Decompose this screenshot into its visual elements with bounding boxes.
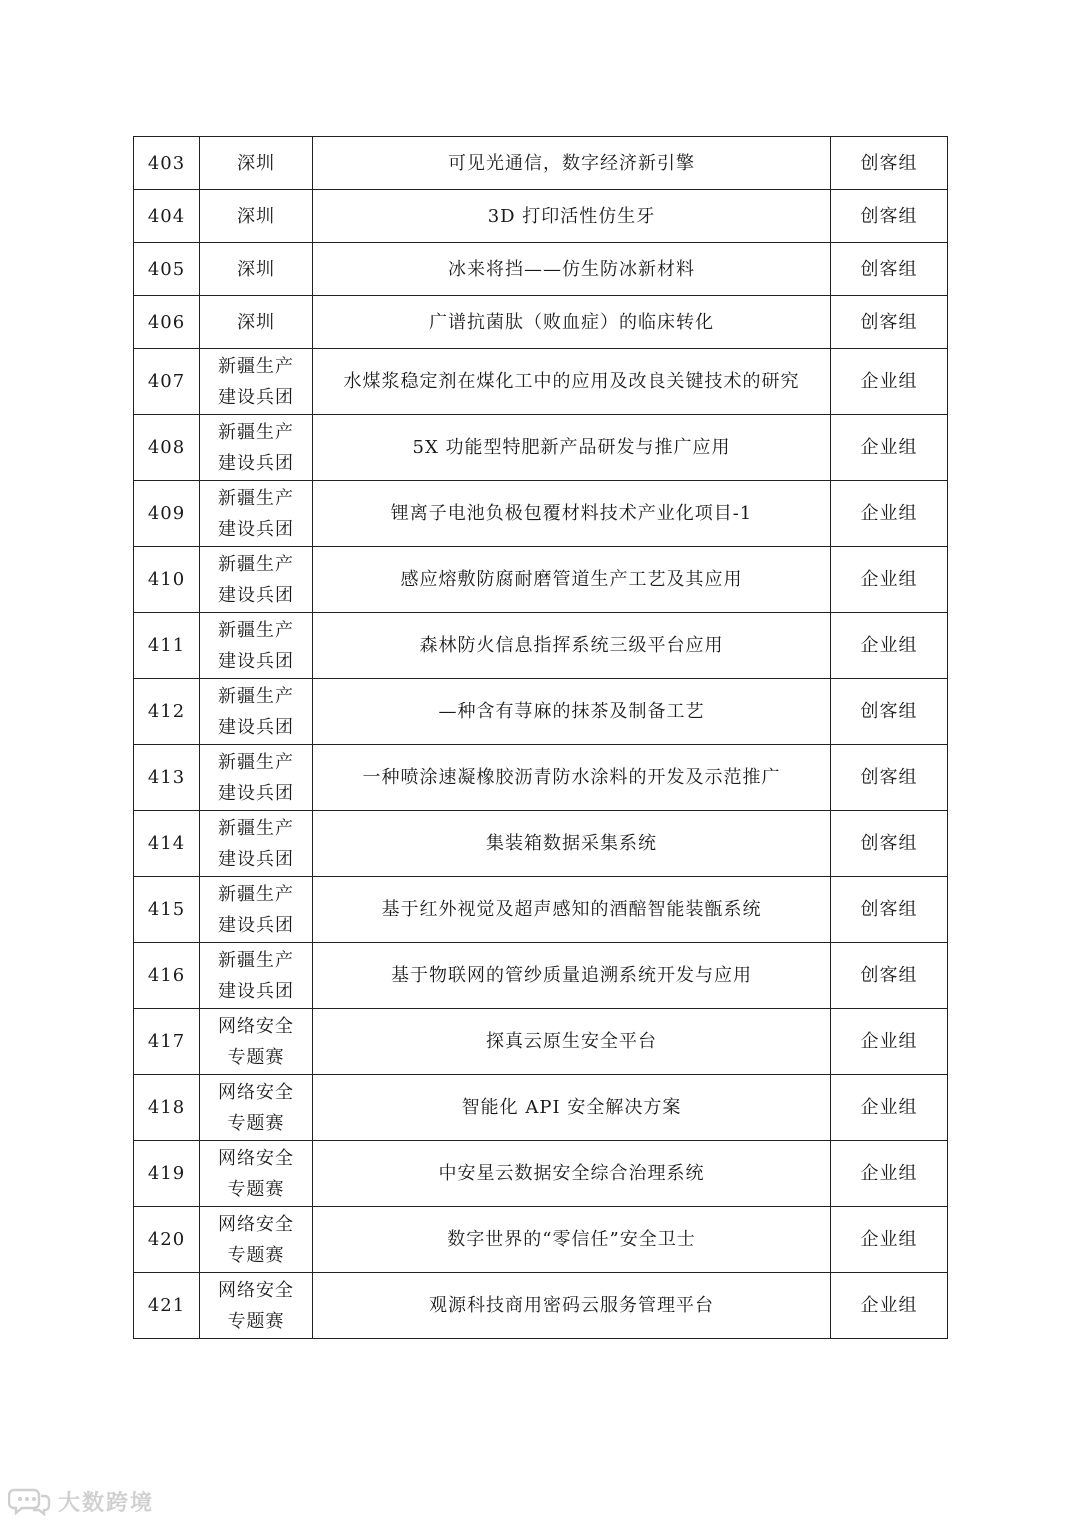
cell-project-name: 基于物联网的管纱质量追溯系统开发与应用 — [313, 943, 831, 1009]
watermark-text: 大数跨境 — [58, 1490, 155, 1516]
cell-group: 企业组 — [831, 547, 948, 613]
table-row — [134, 943, 948, 1009]
cell-region — [200, 349, 313, 415]
cell-group: 创客组 — [831, 679, 948, 745]
cell-project-name: 探真云原生安全平台 — [313, 1009, 831, 1075]
table-row — [134, 1009, 948, 1075]
cell-number: 414 — [134, 811, 200, 877]
table-row — [134, 1207, 948, 1273]
cell-region — [200, 679, 313, 745]
table-row — [134, 137, 948, 190]
region-line: 网络安全 — [218, 1081, 294, 1103]
region-line: 专题赛 — [227, 1046, 285, 1068]
cell-region — [200, 415, 313, 481]
cell-group: 创客组 — [831, 745, 948, 811]
region-line: 新疆生产 — [218, 487, 294, 509]
cell-region — [200, 481, 313, 547]
cell-region — [200, 745, 313, 811]
cell-project-name: 观源科技商用密码云服务管理平台 — [313, 1273, 831, 1339]
table-row — [134, 877, 948, 943]
cell-number: 413 — [134, 745, 200, 811]
cell-number: 409 — [134, 481, 200, 547]
watermark — [8, 1478, 154, 1524]
cell-region — [200, 547, 313, 613]
region-line: 建设兵团 — [218, 914, 294, 936]
cell-project-name: 水煤浆稳定剂在煤化工中的应用及改良关键技术的研究 — [313, 349, 831, 415]
region-line: 新疆生产 — [218, 619, 294, 641]
region-line: 深圳 — [237, 205, 275, 227]
table-row — [134, 679, 948, 745]
region-line: 专题赛 — [227, 1310, 285, 1332]
region-line: 建设兵团 — [218, 980, 294, 1002]
cell-project-name: 基于红外视觉及超声感知的酒醅智能装甑系统 — [313, 877, 831, 943]
region-line: 建设兵团 — [218, 452, 294, 474]
cell-number: 407 — [134, 349, 200, 415]
region-line: 专题赛 — [227, 1112, 285, 1134]
cell-group: 创客组 — [831, 296, 948, 349]
cell-number: 416 — [134, 943, 200, 1009]
cell-project-name: 中安星云数据安全综合治理系统 — [313, 1141, 831, 1207]
table-row — [134, 1075, 948, 1141]
region-line: 新疆生产 — [218, 949, 294, 971]
region-line: 新疆生产 — [218, 553, 294, 575]
region-line: 建设兵团 — [218, 386, 294, 408]
table-row — [134, 296, 948, 349]
region-line: 新疆生产 — [218, 817, 294, 839]
cell-group: 创客组 — [831, 190, 948, 243]
cell-group: 创客组 — [831, 811, 948, 877]
cell-group: 创客组 — [831, 943, 948, 1009]
region-line: 专题赛 — [227, 1244, 285, 1266]
cell-group: 创客组 — [831, 243, 948, 296]
cell-region — [200, 1207, 313, 1273]
cell-number: 418 — [134, 1075, 200, 1141]
region-line: 新疆生产 — [218, 421, 294, 443]
cell-group: 创客组 — [831, 877, 948, 943]
cell-group: 企业组 — [831, 415, 948, 481]
table-row — [134, 415, 948, 481]
region-line: 新疆生产 — [218, 355, 294, 377]
cell-project-name: 广谱抗菌肽（败血症）的临床转化 — [313, 296, 831, 349]
cell-number: 412 — [134, 679, 200, 745]
cell-project-name: —种含有荨麻的抹茶及制备工艺 — [313, 679, 831, 745]
region-line: 网络安全 — [218, 1279, 294, 1301]
region-line: 深圳 — [237, 258, 275, 280]
cell-group: 企业组 — [831, 1141, 948, 1207]
table-row — [134, 547, 948, 613]
cell-region — [200, 943, 313, 1009]
cell-region — [200, 243, 313, 296]
cell-project-name: 感应熔敷防腐耐磨管道生产工艺及其应用 — [313, 547, 831, 613]
cell-group: 企业组 — [831, 613, 948, 679]
cell-region — [200, 877, 313, 943]
table-body — [134, 137, 948, 1339]
region-line: 建设兵团 — [218, 584, 294, 606]
cell-region — [200, 1141, 313, 1207]
cell-number: 404 — [134, 190, 200, 243]
region-line: 深圳 — [237, 152, 275, 174]
region-line: 深圳 — [237, 311, 275, 333]
cell-number: 408 — [134, 415, 200, 481]
region-line: 建设兵团 — [218, 518, 294, 540]
cell-number: 415 — [134, 877, 200, 943]
region-line: 网络安全 — [218, 1147, 294, 1169]
cell-number: 420 — [134, 1207, 200, 1273]
region-line: 新疆生产 — [218, 751, 294, 773]
cell-number: 405 — [134, 243, 200, 296]
region-line: 建设兵团 — [218, 716, 294, 738]
cell-project-name: 森林防火信息指挥系统三级平台应用 — [313, 613, 831, 679]
table-row — [134, 811, 948, 877]
cell-number: 411 — [134, 613, 200, 679]
award-list-table — [133, 136, 948, 1339]
cell-group: 创客组 — [831, 137, 948, 190]
cell-project-name: 数字世界的“零信任”安全卫士 — [313, 1207, 831, 1273]
region-line: 新疆生产 — [218, 883, 294, 905]
table-row — [134, 745, 948, 811]
table-row — [134, 1273, 948, 1339]
region-line: 建设兵团 — [218, 848, 294, 870]
cell-number: 421 — [134, 1273, 200, 1339]
region-line: 建设兵团 — [218, 650, 294, 672]
table-row — [134, 613, 948, 679]
region-line: 建设兵团 — [218, 782, 294, 804]
cell-number: 419 — [134, 1141, 200, 1207]
cell-project-name: 3D 打印活性仿生牙 — [313, 190, 831, 243]
cell-project-name: 可见光通信，数字经济新引擎 — [313, 137, 831, 190]
table-row — [134, 1141, 948, 1207]
cell-region — [200, 296, 313, 349]
cell-number: 403 — [134, 137, 200, 190]
cell-region — [200, 1075, 313, 1141]
cell-project-name: 锂离子电池负极包覆材料技术产业化项目-1 — [313, 481, 831, 547]
cell-group: 企业组 — [831, 1009, 948, 1075]
cell-group: 企业组 — [831, 481, 948, 547]
region-line: 网络安全 — [218, 1015, 294, 1037]
chat-bubble-logo-icon — [8, 1486, 52, 1516]
cell-number: 406 — [134, 296, 200, 349]
table-row — [134, 190, 948, 243]
table-row — [134, 481, 948, 547]
table-row — [134, 349, 948, 415]
cell-number: 410 — [134, 547, 200, 613]
cell-project-name: 智能化 API 安全解决方案 — [313, 1075, 831, 1141]
region-line: 网络安全 — [218, 1213, 294, 1235]
cell-region — [200, 190, 313, 243]
table-row — [134, 243, 948, 296]
cell-region — [200, 1009, 313, 1075]
cell-region — [200, 613, 313, 679]
cell-project-name: 5X 功能型特肥新产品研发与推广应用 — [313, 415, 831, 481]
cell-project-name: 冰来将挡——仿生防冰新材料 — [313, 243, 831, 296]
cell-region — [200, 1273, 313, 1339]
cell-region — [200, 811, 313, 877]
cell-group: 企业组 — [831, 1075, 948, 1141]
cell-number: 417 — [134, 1009, 200, 1075]
cell-group: 企业组 — [831, 1207, 948, 1273]
cell-group: 企业组 — [831, 349, 948, 415]
cell-region — [200, 137, 313, 190]
region-line: 专题赛 — [227, 1178, 285, 1200]
region-line: 新疆生产 — [218, 685, 294, 707]
cell-project-name: 集装箱数据采集系统 — [313, 811, 831, 877]
cell-project-name: 一种喷涂速凝橡胶沥青防水涂料的开发及示范推广 — [313, 745, 831, 811]
cell-group: 企业组 — [831, 1273, 948, 1339]
